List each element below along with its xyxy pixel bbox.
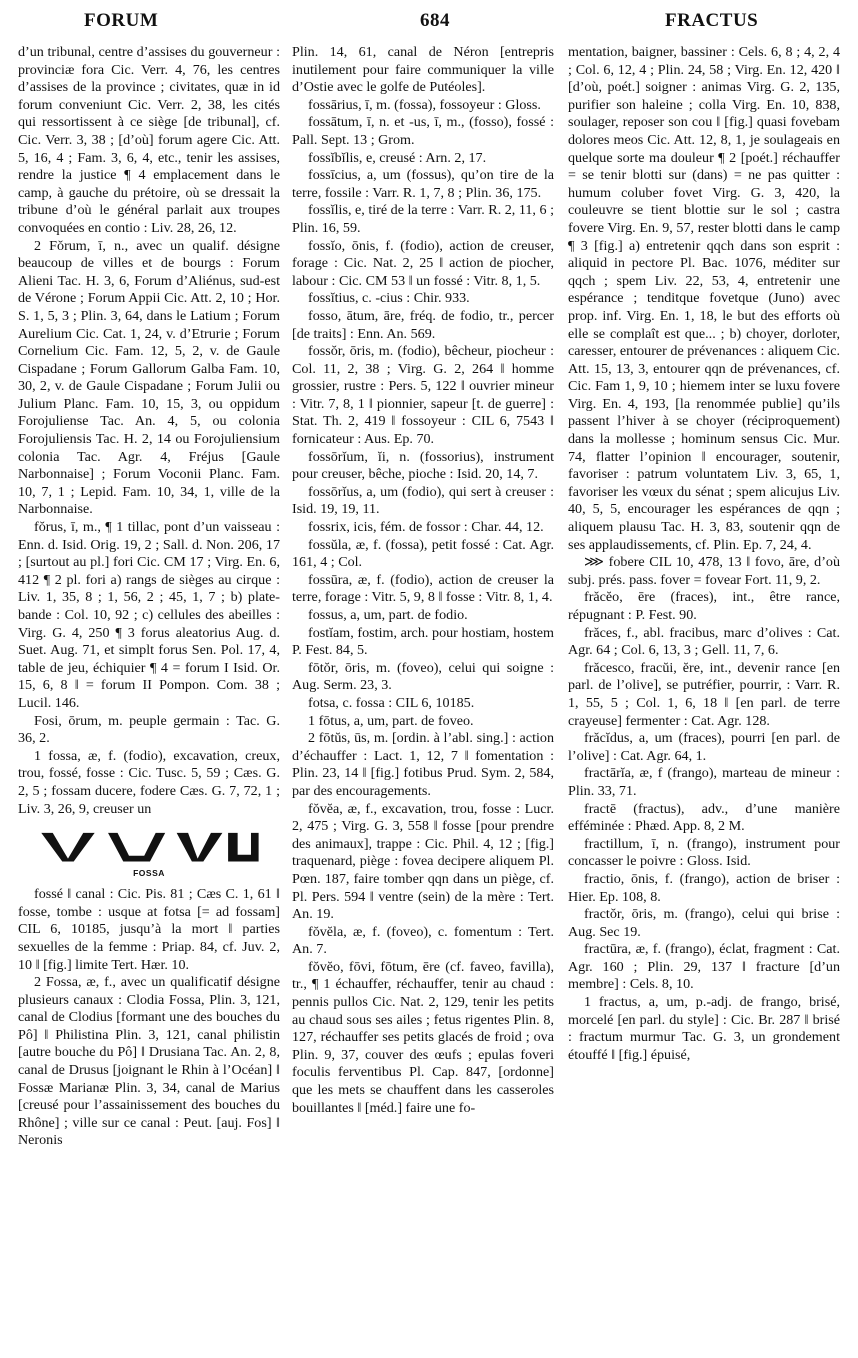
dictionary-entry: fossātum, ī, n. et -us, ī, m., (fosso), fossé : Pall. Sept. 13 ; Grom. xyxy=(292,114,554,148)
dictionary-entry: fossārius, ī, m. (fossa), fossoyeur : Gloss. xyxy=(308,96,541,113)
dictionary-entry: fossĭlis, e, tiré de la terre : Varr. R. 2, 11, 6 ; Plin. 16, 59. xyxy=(292,202,554,236)
dictionary-entry: fossĭo, ōnis, f. (fodio), action de creuser, forage : Cic. Nat. 2, 25 ‖ action de piocher, labour : Cic. CM 53 ‖ un fossé : Vitr. 8, 1, 5. xyxy=(292,237,554,289)
dictionary-entry: fractūra, æ, f. (frango), éclat, fragment : Cat. Agr. 160 ; Plin. 29, 137 ‖ fracture [d’un membre] : Cels. 8, 10. xyxy=(568,941,840,993)
dictionary-entry: ⋙ fobere CIL 10, 478, 13 ‖ fovo, āre, d’où subj. prés. pass. fover = fovear Fort. 11, 9, 2. xyxy=(568,554,840,588)
dictionary-entry: fotsa, c. fossa : CIL 6, 10185. xyxy=(308,694,475,711)
dictionary-entry: fossĭbĭlis, e, creusé : Arn. 2, 17. xyxy=(308,149,487,166)
dictionary-entry: fŏrus, ī, m., ¶ 1 tillac, pont d’un vaisseau : Enn. d. Isid. Orig. 19, 2 ; Sall. d. Non. 206, 17 ; [surtout au pl.] fori Cic. CM 17 ; Virg. En. 6, 412 ¶ 2 pl. fori a) rangs de sièges au cirque : Liv. 1, 35, 8 ; 1, 56, 2 ; 45, 1, 7 ; b) plate-bande : Col. 10, 92 ; c) cellules des abeilles : Virg. G. 4, 250 ¶ 3 forus aleatorius Aug. d. Suet. Aug. 71, et simplt forus Sen. Pol. 17, 4, table de jeu, échiquier ¶ 4 = forum I Isid. Or. 15, 6, 8 ‖ = forum II Pompon. Com. 38 ; Lucil. 146. xyxy=(18,519,280,711)
column-middle xyxy=(292,44,554,1350)
dictionary-entry: fractillum, ī, n. (frango), instrument pour concasser le poivre : Gloss. Isid. xyxy=(568,835,840,870)
dictionary-entry: fostĭam, fostim, arch. pour hostiam, hostem P. Fest. 84, 5. xyxy=(292,624,554,659)
fossa-profiles-illustration xyxy=(34,830,264,862)
column-left xyxy=(18,44,280,1350)
dictionary-entry: frăcesco, fracŭi, ĕre, int., devenir rance [en parl. de l’olive], se putréfier, pourrir, : Varr. R. 1, 55, 5 ; Col. 1, 6, 18 ‖ [en parl. de terre crayeuse] fermenter : Cat. Agr. 128. xyxy=(568,659,840,729)
dictionary-entry: fossŭla, æ, f. (fossa), petit fossé : Cat. Agr. 161, 4 ; Col. xyxy=(292,536,554,571)
dictionary-entry: fractio, ōnis, f. (frango), action de briser : Hier. Ep. 108, 8. xyxy=(568,870,840,905)
dictionary-entry: fossūra, æ, f. (fodio), action de creuser la terre, forage : Vitr. 5, 9, 8 ‖ fosse : Vitr. 8, 1, 4. xyxy=(292,571,554,606)
dictionary-entry: fossōrĭus, a, um (fodio), qui sert à creuser : Isid. 19, 19, 11. xyxy=(292,483,554,518)
dictionary-entry: mentation, baigner, bassiner : Cels. 6, 8 ; 4, 2, 4 ; Col. 6, 12, 4 ; Plin. 24, 58 ; Virg. En. 12, 420 ‖ [d’où, poét.] soigner : animas Virg. G. 2, 135, purifier son haleine ; colla Virg. En. 10, 838, soulager, reposer son cou ‖ [fig.] quasi fovebam dolores meos Cic. Att. 12, 8, 1, je soulageais en quelque sorte ma douleur ¶ 2 [poét.] réchauffer = se tenir blotti sur (dans) = ne pas quitter : humum coluber fovet Virg. G. 3, 420, la couleuvre se tient blottie sur le sol ; castra fovere Virg. En. 9, 57, rester blotti dans le camp ¶ 3 [fig.] a) entretenir qqch dans son esprit : aliquid in pectore Pl. Bac. 1076, méditer sur qqch ; spem Liv. 22, 53, 4, entretenir une espérance ; tenditque fovetque (Juno) avec prop. inf. Virg. En. 1, 18, le but des efforts où elle se complaît est que... ; b) choyer, dorloter, caresser, entourer de prévenances : aliquem Cic. Att. 15, 13, 3, entourer qqn de prévenances, cf. Cic. Fam 1, 9, 10 ; hiemem inter se luxu fovere Virg. En. 4, 193, [la renommée publie] qu’ils passent l’hiver à se choyer (réciproquement) dans la mollesse ; hominum sensus Cic. Mur. 74, flatter l’opinion ‖ encourager, soutenir, favoriser : patrum voluntatem Liv. 3, 65, 1, favoriser les vœux du sénat ; spem alicujus Liv. 40, 5, 5, encourager les espérances de qqn ; aliquem plausu Tac. H. 3, 83, soutenir qqn de ses applaudissements, cf. Plin. Ep. 7, 24, 4. xyxy=(568,44,840,553)
dictionary-entry: fossīcius, a, um (fossus), qu’on tire de la terre, fossile : Varr. R. 1, 7, 8 ; Plin. 36, 175. xyxy=(292,167,554,201)
dictionary-entry: 1 fossa, æ, f. (fodio), excavation, creux, trou, fossé, fosse : Cic. Tusc. 5, 59 ; Cæs. G. 2, 5 ; fossam ducere, fodere Cæs. G. 7, 72, 1 ; Liv. 3, 26, 9, creuser un xyxy=(18,747,280,817)
dictionary-entry: Fosi, ōrum, m. peuple germain : Tac. G. 36, 2. xyxy=(18,712,280,747)
dictionary-entry: 2 Fŏrum, ī, n., avec un qualif. désigne beaucoup de villes et de bourgs : Forum Alieni Tac. H. 3, 6, Forum d’Aliénus, sud-est de Vérone ; Forum Appii Cic. Att. 2, 10 ; Hor. S. 1, 5, 3 ; Plin. 3, 64, dans le Latium ; Forum Aurelium Cic. Cat. 1, 24, v. d’Etrurie ; Forum Cornelium Cic. Fam. 12, 5, 2, v. de Gaule Cispadane ; Forum Gallorum Galba Fam. 10, 30, 2, v. de Gaule Cispadane ; Forum Julii ou Julium Planc. Fam. 10, 15, 3, ou oppidum Forojuliense Tac. An. 4, 5, ou colonia Forojuliensis Tac. H. 2, 14 ou Forojuliensium colonia Tac. Agr. 4, Fréjus [Gaule Narbonnaise] ; Forum Voconii Planc. Fam. 10, 7, 1 ; Lepid. Fam. 10, 34, 1, ville de la Narbonnaise. xyxy=(18,237,280,518)
dictionary-entry: fossĭtius, c. -cius : Chir. 933. xyxy=(308,290,470,307)
dictionary-entry: fŏvĕla, æ, f. (foveo), c. fomentum : Tert. An. 7. xyxy=(292,923,554,958)
fossa-figure xyxy=(18,830,280,882)
dictionary-entry: fossŏr, ōris, m. (fodio), bêcheur, piocheur : Col. 11, 2, 38 ; Virg. G. 2, 264 ‖ homme grossier, rustre : Pers. 5, 122 ‖ ouvrier mineur : Vitr. 7, 8, 1 ‖ pionnier, sapeur [t. de guerre] : Stat. Th. 2, 419 ‖ fossoyeur : CIL 6, 7543 ‖ fornicateur : Aus. Ep. 70. xyxy=(292,343,554,448)
dictionary-entry: 1 fōtus, a, um, part. de foveo. xyxy=(308,712,474,729)
dictionary-entry: fŏvĕo, fōvi, fōtum, ēre (cf. faveo, favilla), tr., ¶ 1 échauffer, réchauffer, tenir au chaud : pennis pullos Cic. Nat. 2, 129, tenir les petits au chaud sous ses ailes ; fetus rigentes Plin. 8, 127, réchauffer ses petits glacés de froid ; ova Plin. 9, 37, couver des œufs ; epulas foveri foculis ferventibus Pl. Cap. 847, [ordonne] que les mets se chauffent dans les casseroles bouillantes ‖ [méd.] faire une fo- xyxy=(292,958,554,1116)
column-right xyxy=(568,44,840,1350)
dictionary-entry: fractŏr, ōris, m. (frango), celui qui brise : Aug. Sec 19. xyxy=(568,906,840,940)
dictionary-entry: frăcĭdus, a, um (fraces), pourri [en parl. de l’olive] : Cat. Agr. 64, 1. xyxy=(568,730,840,764)
dictionary-entry: 2 Fossa, æ, f., avec un qualificatif désigne plusieurs canaux : Clodia Fossa, Plin. 3, 121, canal de Clodius [formant une des bouches du Pô] ‖ Philistina Plin. 3, 121, canal philistin [autre bouche du Pô] ‖ Drusiana Tac. An. 2, 8, canal de Drusus [joignant le Rhin à l’Océan] ‖ Fossæ Marianæ Plin. 3, 34, canal de Marius [creusé pour l’assainissement des bouches du Rhône] ; ville sur ce canal : Peut. [auj. Fos] ‖ Neronis xyxy=(18,974,280,1149)
dictionary-entry: fosso, ātum, āre, fréq. de fodio, tr., percer [de traits] : Enn. An. 569. xyxy=(292,307,554,342)
dictionary-entry: fŏvĕa, æ, f., excavation, trou, fosse : Lucr. 2, 475 ; Virg. G. 3, 558 ‖ fosse [pour prendre des animaux], trappe : Cic. Phil. 4, 12 ; [fig.] traquenard, piège : fovea decipere aliquem Pl. Pœn. 187, faire tomber qqn dans un piège, cf. Pl. Pers. 594 ‖ ventre (sein) de la mère : Tert. An. 19. xyxy=(292,800,554,923)
running-head-left: FORUM xyxy=(84,10,159,31)
page-number: 684 xyxy=(420,10,450,31)
dictionary-entry: fossōrĭum, ĭi, n. (fossorius), instrument pour creuser, bêche, pioche : Isid. 20, 14, 7. xyxy=(292,448,554,483)
dictionary-entry: fossrix, icis, fém. de fossor : Char. 44, 12. xyxy=(308,519,544,536)
dictionary-entry: frăces, f., abl. fracibus, marc d’olives : Cat. Agr. 64 ; Col. 6, 13, 3 ; Gell. 11, 7, 6. xyxy=(568,624,840,659)
dictionary-entry: frăcĕo, ēre (fraces), int., être rance, répugnant : P. Fest. 90. xyxy=(568,589,840,623)
dictionary-entry: 1 fractus, a, um, p.-adj. de frango, brisé, morcelé [en parl. du style] : Cic. Br. 287 ‖ brisé : fractum murmur Tac. G. 3, un grondement étouffé ‖ [fig.] épuisé, xyxy=(568,994,840,1063)
dictionary-entry: 2 fōtŭs, ūs, m. [ordin. à l’abl. sing.] : action d’échauffer : Lact. 1, 12, 7 ‖ fomentation : Plin. 23, 14 ‖ [fig.] fotibus Prud. Sym. 2, 584, par des encouragements. xyxy=(292,730,554,799)
dictionary-entry: d’un tribunal, centre d’assises du gouverneur : provinciæ fora Cic. Verr. 4, 76, les centres d’assises de la province ; civitates, quæ in id forum conveniunt Cic. Verr. 2, 38, les cités qui ressortissent à ce siège [de tribunal], cf. Cic. Verr. 3, 38 ; [d’où] forum agere Cic. Att. 5, 16, 4 ; Fam. 3, 6, 4, etc., tenir les assises, rendre la justice ¶ 4 emplacement dans le camp, à gauche du prétoire, où se dressait la tribune d’où le général parlait aux troupes convoquées en contio : Liv. 28, 26, 12. xyxy=(18,44,280,236)
figure-caption: FOSSA xyxy=(133,867,165,878)
running-head-right: FRACTUS xyxy=(665,10,759,31)
dictionary-entry: fractē (fractus), adv., d’une manière efféminée : Phæd. App. 8, 2 M. xyxy=(568,800,840,835)
dictionary-entry: Plin. 14, 61, canal de Néron [entrepris inutilement pour faire communiquer la ville d’Ostie avec le golfe de Putéoles]. xyxy=(292,44,554,96)
page-header xyxy=(0,0,858,46)
dictionary-entry: fōtŏr, ōris, m. (foveo), celui qui soigne : Aug. Serm. 23, 3. xyxy=(292,659,554,694)
dictionary-entry: fossé ‖ canal : Cic. Pis. 81 ; Cæs C. 1, 61 ‖ fosse, tombe : usque at fotsa [= ad fossam] CIL 6, 10185, jusqu’à la mort ‖ parties sexuelles de la femme : Priap. 84, cf. Juv. 2, 10 ‖ [fig.] limite Tert. Hær. 10. xyxy=(18,886,280,973)
dictionary-entry: fractārĭa, æ, f (frango), marteau de mineur : Plin. 33, 71. xyxy=(568,765,840,799)
dictionary-entry: fossus, a, um, part. de fodio. xyxy=(308,607,468,623)
